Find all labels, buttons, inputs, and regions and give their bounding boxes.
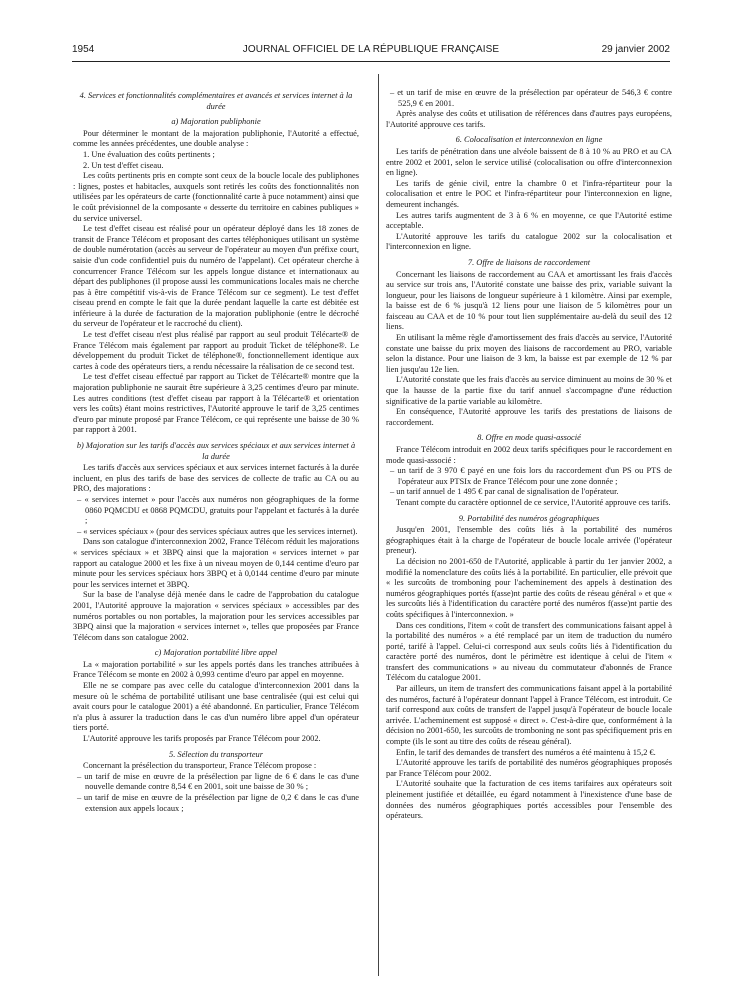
paragraph: Les tarifs de génie civil, entre la chambre 0 et l'infra-répartiteur pour la colocalisation et entre le POC et l'infra-répartiteur pour l'interconnexion en ligne, demeurent inchangés.: [386, 178, 672, 209]
paragraph: Jusqu'en 2001, l'ensemble des coûts liés à la portabilité des numéros géographiques était à la charge de l'opérateur de boucle locale arrivée (l'opérateur preneur).: [386, 525, 672, 556]
section-5-title: 5. Sélection du transporteur: [169, 749, 263, 759]
paragraph: L'Autorité approuve les tarifs du catalogue 2002 sur la colocalisation et l'interconnexion en ligne.: [386, 231, 672, 252]
paragraph: L'Autorité constate que les frais d'accès au service diminuent au moins de 30 % et que la hausse de la partie fixe du tarif annuel s'accompagne d'une réduction significative de la partie variable au kilomètre.: [386, 375, 672, 406]
list-item: – un tarif de 3 970 € payé en une fois lors du raccordement d'un PS ou PTS de l'opérateur aux PTSIx de France Télécom pour une zone donnée ;: [390, 466, 672, 486]
paragraph: Après analyse des coûts et utilisation de références dans d'autres pays européens, l'Autorité approuve ces tarifs.: [386, 109, 672, 129]
paragraph: France Télécom introduit en 2002 deux tarifs spécifiques pour le raccordement en mode quasi-associé :: [386, 445, 672, 465]
left-column: [73, 88, 359, 978]
paragraph: Les autres tarifs augmentent de 3 à 6 % en moyenne, ce que l'Autorité estime acceptable.: [386, 210, 672, 231]
paragraph: Enfin, le tarif des demandes de transfert des numéros a été maintenu à 15,2 €.: [396, 747, 656, 757]
paragraph: Le test d'effet ciseau effectué par rapport au Ticket de Télécarte® montre que la majoration publiphonie ne saurait être supérieure à 3,25 centimes d'euro par minute. Les autres conditions (test d'effet ciseau par rapport à la Télécarte® et orientation vers les coûts) étant moins restrictives, l'Autorité approuve le tarif de 3,25 centimes d'euro par minute proposé par France Télécom, ce qui représente une baisse de 30 % par rapport à 2001.: [73, 372, 359, 435]
list-item: 2. Un test d'effet ciseau.: [83, 160, 164, 170]
section-9-title: 9. Portabilité des numéros géographiques: [458, 513, 600, 523]
paragraph: La décision no 2001-650 de l'Autorité, applicable à partir du 1er janvier 2002, a modifié la nomenclature des coûts liés à la portabilité. En particulier, elle prévoit que « les surcoûts de tromboning pour l'acheminement des appels à destination des numéros géographiques portés f(asse)nt partie des coûts de réseau général » et que « les surcoûts liés à l'identification du caractère porté des numéros f(asse)nt partie des coûts spécifiques à l'interconnexion. »: [386, 556, 672, 619]
paragraph: Le test d'effet ciseau est réalisé pour un opérateur déployé dans les 18 zones de transit de France Télécom et proposant des cartes téléphoniques utilisant un système de double numérotation (accès au serveur de l'opérateur au moyen d'un préfixe court, saisie d'un code confidentiel puis du numéro de l'appelant). Cet opérateur cherche à concurrencer France Télécom sur les appels longue distance et internationaux au départ des publiphones (il propose aussi les communications locales mais ne cherche pas à être compétitif vis-à-vis de France Télécom sur ce segment). Le test d'effet ciseau prend en compte le fait que la durée pendant laquelle la carte est débitée est inférieure à la durée de facturation de la majoration publiphonie (entre le décroché du serveur de l'opérateur et le raccroché du client).: [73, 224, 359, 329]
paragraph: La « majoration portabilité » sur les appels portés dans les tranches attribuées à France Télécom se monte en 2002 à 0,993 centime d'euro par appel en moyenne.: [73, 659, 359, 680]
page-header: [72, 44, 670, 60]
paragraph: Dans son catalogue d'interconnexion 2002, France Télécom réduit les majorations « services spéciaux » et 3BPQ ainsi que la majoration « services internet » par rapport au catalogue 2000 et les fixe à un niveau moyen de 0,144 centime d'euro par minute pour les services spéciaux hors 3BPQ et à 0,0144 centime d'euro par minute pour les services internet et 3BPQ.: [73, 537, 359, 589]
paragraph: Dans ces conditions, l'item « coût de transfert des communications faisant appel à la portabilité des numéros » a été remplacé par un item de traduction du numéro porté, tarifé à l'appel. Celui-ci correspond aux seuls coûts liés à l'identification du caractère porté des numéros, dont le périmètre est identique à celui de l'item « transfert des communications » au niveau du commutateur d'abonnés de France Télécom du catalogue 2001.: [386, 620, 672, 683]
paragraph: Concernant la présélection du transporteur, France Télécom propose :: [83, 761, 317, 771]
section-4-title: 4. Services et fonctionnalités complémentaires et avancés et services internet à la durée: [79, 91, 353, 111]
page-number: 1954: [72, 44, 95, 55]
list-item: – un tarif de mise en œuvre de la présélection par ligne de 6 € dans le cas d'une nouvelle demande contre 8,54 € en 2001, soit une baisse de 30 % ;: [77, 771, 359, 792]
subsection-a-title: a) Majoration publiphonie: [171, 117, 261, 127]
list-item: – « services spéciaux » (pour des services spéciaux autres que les services internet).: [77, 526, 358, 536]
paragraph: L'Autorité approuve les tarifs de portabilité des numéros géographiques proposés par France Télécom pour 2002.: [386, 758, 672, 778]
header-rule: [72, 61, 670, 62]
right-column: [386, 88, 672, 978]
section-7-title: 7. Offre de liaisons de raccordement: [467, 257, 591, 267]
column-divider: [378, 74, 379, 976]
paragraph: Le test d'effet ciseau n'est plus réalisé par rapport au seul produit Télécarte® de France Télécom mais également par rapport au produit Ticket de téléphone®. Le développement du produit Ticket de téléphone®, fonctionnellement identique aux cartes à code des opérateurs tiers, a rendu nécessaire la réalisation de ce second test.: [73, 330, 359, 371]
subsection-c-title: c) Majoration portabilité libre appel: [154, 648, 278, 658]
list-item: – un tarif de mise en œuvre de la présélection par ligne de 0,2 € dans le cas d'une extension aux appels locaux ;: [77, 793, 359, 813]
paragraph: Elle ne se compare pas avec celle du catalogue d'interconnexion 2001 dans la mesure où le schéma de portabilité utilisant une base centralisée (qui est celui qui avait cours pour le catalogue 2001) a été abandonné. En particulier, France Télécom n'a plus à assurer la traduction dans le cas d'un numéro libre appel d'un opérateur tiers porté.: [73, 681, 359, 733]
subsection-b-title: b) Majoration sur les tarifs d'accès aux services spéciaux et aux services internet à la durée: [76, 441, 356, 461]
list-item: – « services internet » pour l'accès aux numéros non géographiques de la forme 0860 PQMCDU et 0868 PQMCDU, gratuits pour l'appelant et facturés à la durée ;: [77, 494, 359, 526]
issue-date: 29 janvier 2002: [601, 44, 670, 55]
paragraph: Tenant compte du caractère optionnel de ce service, l'Autorité approuve ces tarifs.: [396, 497, 671, 507]
paragraph: L'Autorité approuve les tarifs proposés par France Télécom pour 2002.: [83, 734, 321, 744]
section-8-title: 8. Offre en mode quasi-associé: [477, 433, 581, 443]
paragraph: Par ailleurs, un item de transfert des communications faisant appel à la portabilité des numéros, facturé à l'opérateur donnant l'appel à France Télécom, est introduit. Ce tarif correspond aux coûts de transfert de l'appel jusqu'à l'opérateur de boucle locale arrivée. L'acheminement est supposé « direct ». C'est-à-dire que, conformément à la décision no 2001-650, les surcoûts de tromboning ne sont pas spécifiquement pris en compte (ils le sont au titre des coûts de réseau général).: [386, 684, 672, 747]
paragraph: Pour déterminer le montant de la majoration publiphonie, l'Autorité a effectué, comme les années précédentes, une double analyse :: [73, 128, 359, 149]
paragraph: L'Autorité souhaite que la facturation de ces items tarifaires aux opérateurs soit pleinement justifiée et détaillée, eu égard notamment à l'inexistence d'une base de données des numéros géographiques portés accessibles pour l'ensemble des opérateurs.: [386, 779, 672, 821]
paragraph: En conséquence, l'Autorité approuve les tarifs des prestations de liaisons de raccordement.: [386, 407, 672, 427]
paragraph: En utilisant la même règle d'amortissement des frais d'accès au service, l'Autorité constate une baisse du prix moyen des liaisons de raccordement au PRO, variable selon la distance. Pour une liaison de 3 km, la baisse est par exemple de 12 % par lien jusqu'au 12e lien.: [386, 333, 672, 374]
section-6-title: 6. Colocalisation et interconnexion en ligne: [455, 135, 603, 145]
paragraph: Les coûts pertinents pris en compte sont ceux de la boucle locale des publiphones : lignes, postes et habitacles, auxquels sont retirés les coûts des fonctionnalités non utilisées par les opérateurs de carte (fonctionnalité carte à puce notamment) ainsi que le coût prévisionnel de la composante « desserte du territoire en cabines publiques » du service universel.: [73, 171, 359, 223]
paragraph: Concernant les liaisons de raccordement au CAA et amortissant les frais d'accès au service sur trois ans, l'Autorité constate une baisse des prix, variable suivant la longueur, pour les liaisons de longueur supérieure à 1 kilomètre. Ainsi par exemple, la baisse est de 6 % jusqu'à 12 liens pour une liaison de 5 kilomètres pour un faisceau au CAA et de 10 % pour tout lien supplémentaire au-delà du seuil des 12 liens.: [386, 269, 672, 332]
paragraph: Les tarifs d'accès aux services spéciaux et aux services internet facturés à la durée incluent, en plus des tarifs de base des services de collecte de trafic au CA ou au PRO, des majorations :: [73, 463, 359, 494]
list-item: 1. Une évaluation des coûts pertinents ;: [83, 149, 215, 159]
paragraph: Les tarifs de pénétration dans une alvéole baissent de 8 à 10 % au PRO et au CA entre 2002 et 2001, selon le service utilisé (colocalisation ou offre d'interconnexion en ligne).: [386, 146, 672, 178]
paragraph: Sur la base de l'analyse déjà menée dans le cadre de l'approbation du catalogue 2001, l'Autorité approuve la majoration « services spéciaux » accessibles par des numéros portables ou non portables, la majoration pour les services accessibles par 3BPQ ainsi que la majoration « services internet », telles que proposées par France Télécom dans son catalogue 2002.: [73, 590, 359, 642]
list-item: – et un tarif de mise en œuvre de la présélection par opérateur de 546,3 € contre 525,9 € en 2001.: [390, 88, 672, 108]
list-item: – un tarif annuel de 1 495 € par canal de signalisation de l'opérateur.: [390, 487, 619, 497]
journal-title: JOURNAL OFFICIEL DE LA RÉPUBLIQUE FRANÇAISE: [242, 44, 500, 55]
